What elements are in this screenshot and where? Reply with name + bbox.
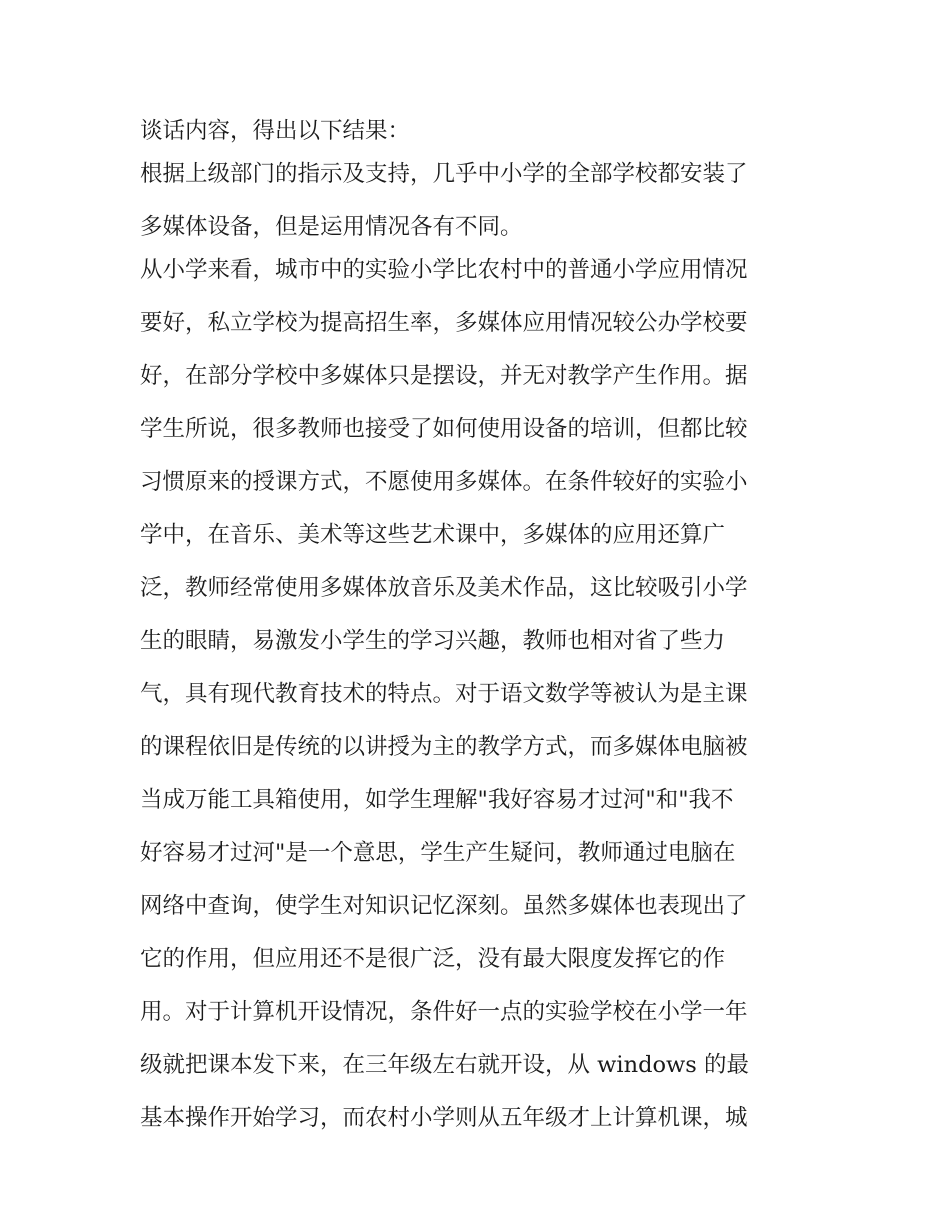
text-line: 用。对于计算机开设情况，条件好一点的实验学校在小学一年 <box>140 999 748 1025</box>
text-line: 好容易才过河"是一个意思，学生产生疑问，教师通过电脑在 <box>140 840 736 866</box>
text-line: 泛，教师经常使用多媒体放音乐及美术作品，这比较吸引小学 <box>140 575 748 601</box>
text-line: 要好，私立学校为提高招生率，多媒体应用情况较公办学校要 <box>140 310 748 336</box>
text-line: 网络中查询，使学生对知识记忆深刻。虽然多媒体也表现出了 <box>140 893 748 919</box>
text-line: 根据上级部门的指示及支持，几乎中小学的全部学校都安装了 <box>140 161 748 187</box>
text-line: 学中，在音乐、美术等这些艺术课中，多媒体的应用还算广 <box>140 522 726 548</box>
text-line: 生的眼睛，易激发小学生的学习兴趣，教师也相对省了些力 <box>140 628 726 654</box>
text-line: 它的作用，但应用还不是很广泛，没有最大限度发挥它的作 <box>140 946 726 972</box>
text-line: 基本操作开始学习，而农村小学则从五年级才上计算机课，城 <box>140 1105 748 1131</box>
text-line: 好，在部分学校中多媒体只是摆设，并无对教学产生作用。据 <box>140 363 748 389</box>
text-line: 习惯原来的授课方式，不愿使用多媒体。在条件较好的实验小 <box>140 469 748 495</box>
text-line: 当成万能工具箱使用，如学生理解"我好容易才过河"和"我不 <box>140 787 734 813</box>
text-line: 学生所说，很多教师也接受了如何使用设备的培训，但都比较 <box>140 416 748 442</box>
text-line: 多媒体设备，但是运用情况各有不同。 <box>140 214 523 240</box>
text-line: 级就把课本发下来，在三年级左右就开设，从 windows 的最 <box>140 1052 750 1078</box>
body-text <box>140 110 820 1140</box>
text-line: 从小学来看，城市中的实验小学比农村中的普通小学应用情况 <box>140 257 748 283</box>
text-line: 气，具有现代教育技术的特点。对于语文数学等被认为是主课 <box>140 681 748 707</box>
text-line: 谈话内容，得出以下结果： <box>140 118 411 144</box>
text-line: 的课程依旧是传统的以讲授为主的教学方式，而多媒体电脑被 <box>140 734 748 760</box>
